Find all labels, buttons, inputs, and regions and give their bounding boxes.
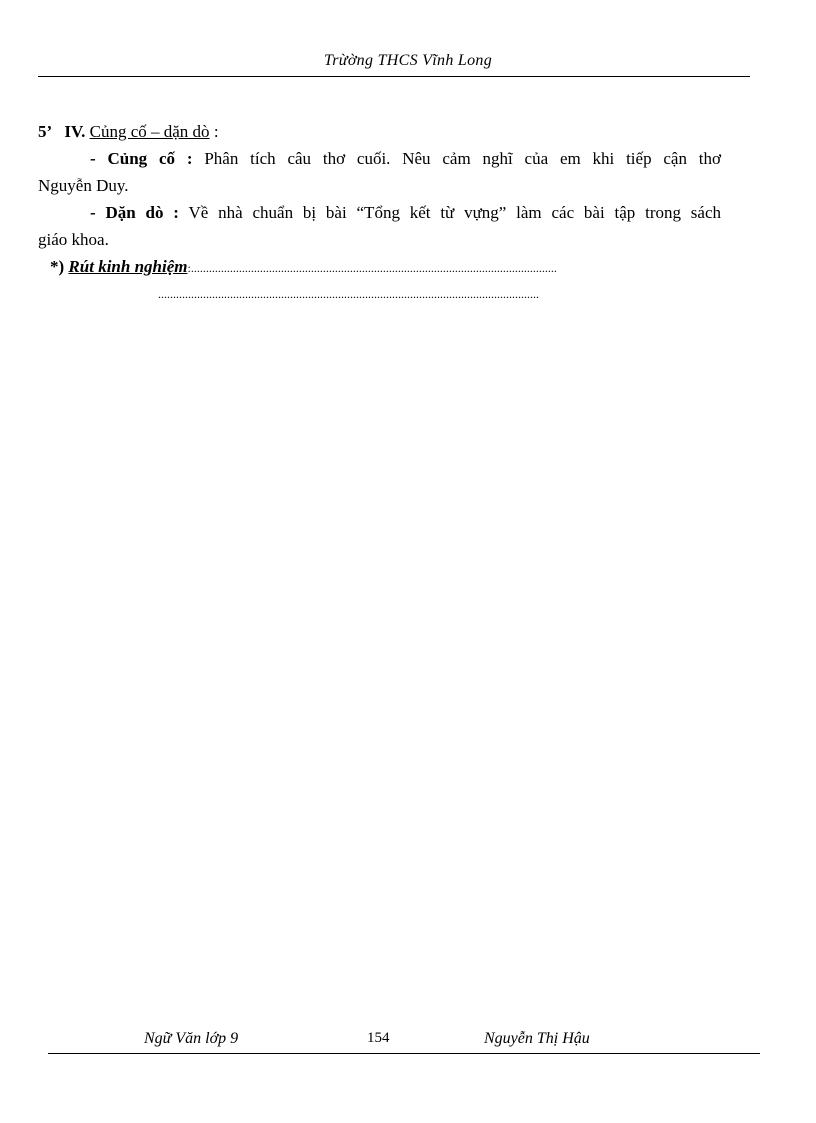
cungco-text-2: Nguyễn Duy.	[38, 176, 129, 195]
cungco-line-2	[38, 172, 721, 199]
cungco-text-1: Phân tích câu thơ cuối. Nêu cảm nghĩ của em khi tiếp cận thơ	[204, 149, 722, 168]
footer-divider	[48, 1053, 760, 1054]
experience-prefix: *)	[50, 257, 65, 276]
section-time: 5’	[38, 122, 53, 141]
cungco-label: - Củng cố :	[90, 149, 193, 168]
dando-line-2	[38, 226, 721, 253]
dando-line-1	[38, 199, 721, 226]
cungco-line-1	[38, 145, 721, 172]
dando-label: - Dặn dò :	[90, 203, 179, 222]
document-body	[38, 118, 721, 306]
footer-subject: Ngữ Văn lớp 9	[144, 1030, 239, 1047]
dando-text-1: Về nhà chuẩn bị bài “Tổng kết từ vựng” làm các bài tập trong sách	[188, 203, 721, 222]
experience-line	[38, 253, 721, 282]
page-footer	[0, 1030, 816, 1054]
dando-text-2: giáo khoa.	[38, 230, 109, 249]
section-heading: Củng cố – dặn dò	[89, 122, 210, 141]
experience-dots-1: :..........................................................................................................................	[187, 261, 557, 275]
section-heading-line	[38, 118, 721, 145]
experience-label: Rút kinh nghiệm	[68, 257, 188, 276]
experience-dots-2: ...............................................................................................................................	[158, 287, 539, 301]
footer-author: Nguyễn Thị Hậu	[484, 1030, 590, 1047]
header-divider	[38, 76, 750, 77]
section-heading-suffix: :	[209, 122, 219, 141]
section-roman-numeral: IV.	[64, 122, 86, 141]
footer-page-number: 154	[367, 1030, 390, 1046]
page-header-title: Trừờng THCS Vĩnh Long	[323, 52, 493, 69]
